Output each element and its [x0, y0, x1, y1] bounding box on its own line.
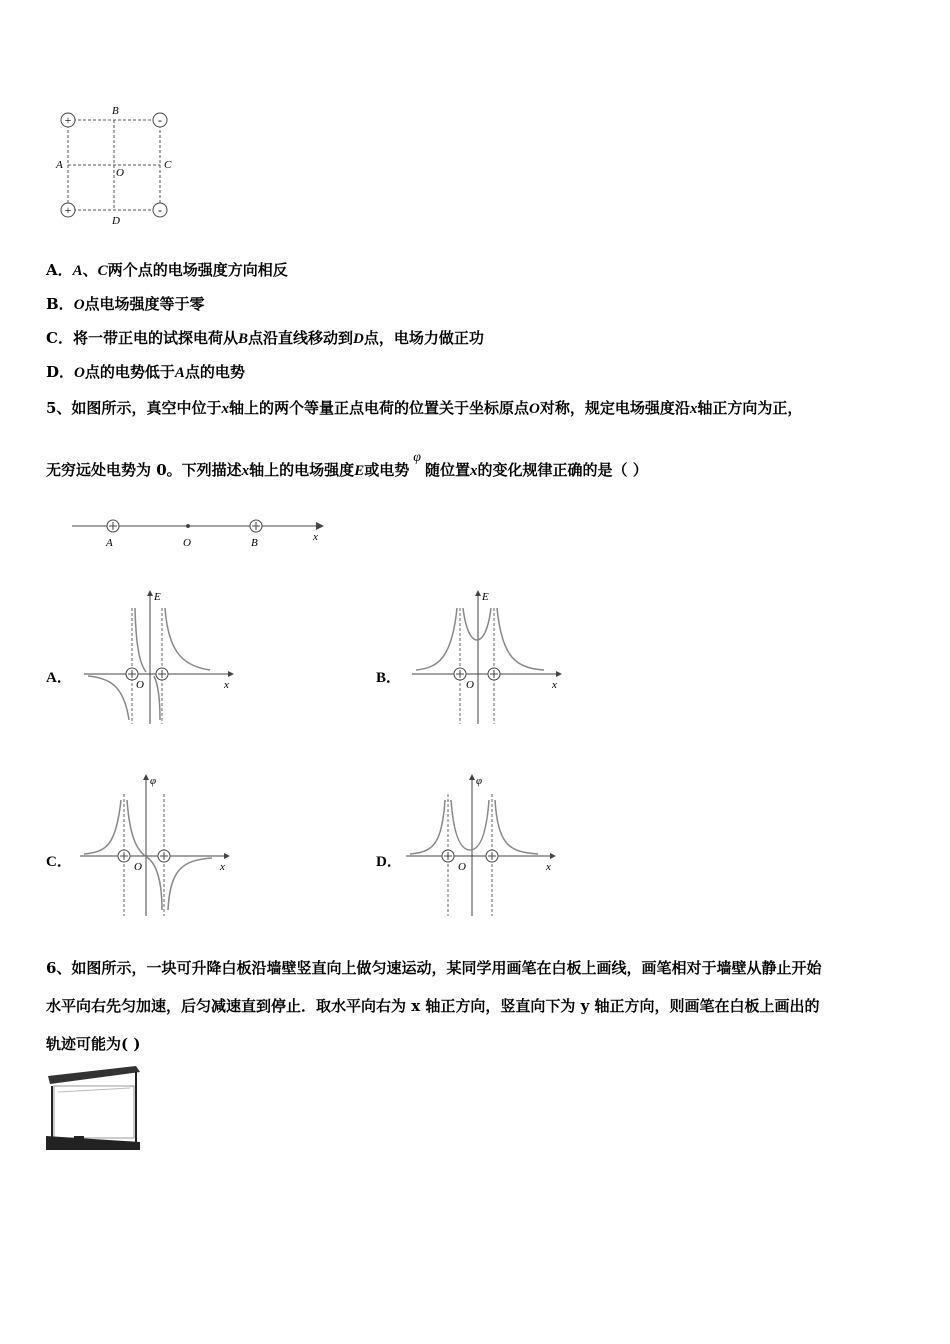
q5-option-c-graph[interactable]: [76, 770, 236, 920]
svg-text:A: A: [106, 537, 113, 549]
label-A: A: [56, 159, 63, 171]
q5-option-b-label[interactable]: B．: [376, 670, 402, 686]
positive-charge-icon: [107, 520, 119, 532]
negative-charge-icon: [153, 203, 167, 217]
svg-text:x: x: [224, 679, 229, 691]
q4-option-a[interactable]: A．A、C两个点的电场强度方向相反: [46, 261, 288, 279]
svg-text:E: E: [482, 591, 489, 603]
positive-charge-icon: [61, 203, 75, 217]
q5-option-c-label[interactable]: C．: [46, 854, 72, 870]
label-O: O: [116, 167, 124, 179]
svg-text:x: x: [220, 861, 225, 873]
q5-option-d-graph[interactable]: [402, 770, 562, 920]
svg-text:-: -: [158, 203, 162, 217]
svg-text:B: B: [251, 537, 258, 549]
q5-option-d-label[interactable]: D．: [376, 854, 402, 870]
svg-text:E: E: [154, 591, 161, 603]
svg-text:O: O: [134, 861, 142, 873]
q4-option-b[interactable]: B．O点电场强度等于零: [46, 295, 205, 313]
svg-text:x: x: [313, 531, 318, 543]
svg-text:-: -: [158, 113, 162, 127]
whiteboard-figure: [44, 1064, 144, 1154]
svg-text:O: O: [466, 679, 474, 691]
q6-stem-line2: 水平向右先匀加速，后匀减速直到停止．取水平向右为 x 轴正方向，竖直向下为 y 轴正方向，则画笔在白板上画出的: [46, 997, 820, 1015]
positive-charge-icon: [61, 113, 75, 127]
svg-text:x: x: [552, 679, 557, 691]
svg-text:φ: φ: [476, 775, 483, 787]
svg-text:O: O: [458, 861, 466, 873]
q4-option-c[interactable]: C．将一带正电的试探电荷从B点沿直线移动到D点，电场力做正功: [46, 329, 484, 347]
q5-option-a-label[interactable]: A．: [46, 670, 72, 686]
q5-axis-figure: [66, 512, 336, 552]
svg-text:O: O: [183, 537, 191, 549]
label-B: B: [112, 105, 119, 117]
svg-text:+: +: [64, 203, 72, 217]
q5-option-b-graph[interactable]: [408, 588, 568, 728]
q6-stem-line1: 6、如图所示，一块可升降白板沿墙壁竖直向上做匀速运动，某同学用画笔在白板上画线，画笔相对于墙壁从静止开始: [46, 959, 822, 977]
label-C: C: [164, 159, 172, 171]
q5-stem-line2: 无穷远处电势为 0。下列描述x轴上的电场强度E或电势φ随位置x的变化规律正确的是（ ）: [46, 450, 648, 479]
q4-option-d[interactable]: D．O点的电势低于A点的电势: [46, 363, 245, 381]
negative-charge-icon: [153, 113, 167, 127]
positive-charge-icon: [250, 520, 262, 532]
svg-text:x: x: [546, 861, 551, 873]
svg-text:O: O: [136, 679, 144, 691]
q5-stem-line1: 5、如图所示，真空中位于x轴上的两个等量正点电荷的位置关于坐标原点O对称，规定电场强度沿x轴正方向为正，: [46, 399, 803, 417]
q5-option-a-graph[interactable]: [80, 588, 240, 728]
charge-square-figure: [50, 100, 190, 230]
svg-text:+: +: [64, 113, 72, 127]
q6-stem-line3: 轨迹可能为( ): [46, 1035, 141, 1053]
label-D: D: [112, 215, 120, 227]
svg-text:φ: φ: [150, 775, 157, 787]
